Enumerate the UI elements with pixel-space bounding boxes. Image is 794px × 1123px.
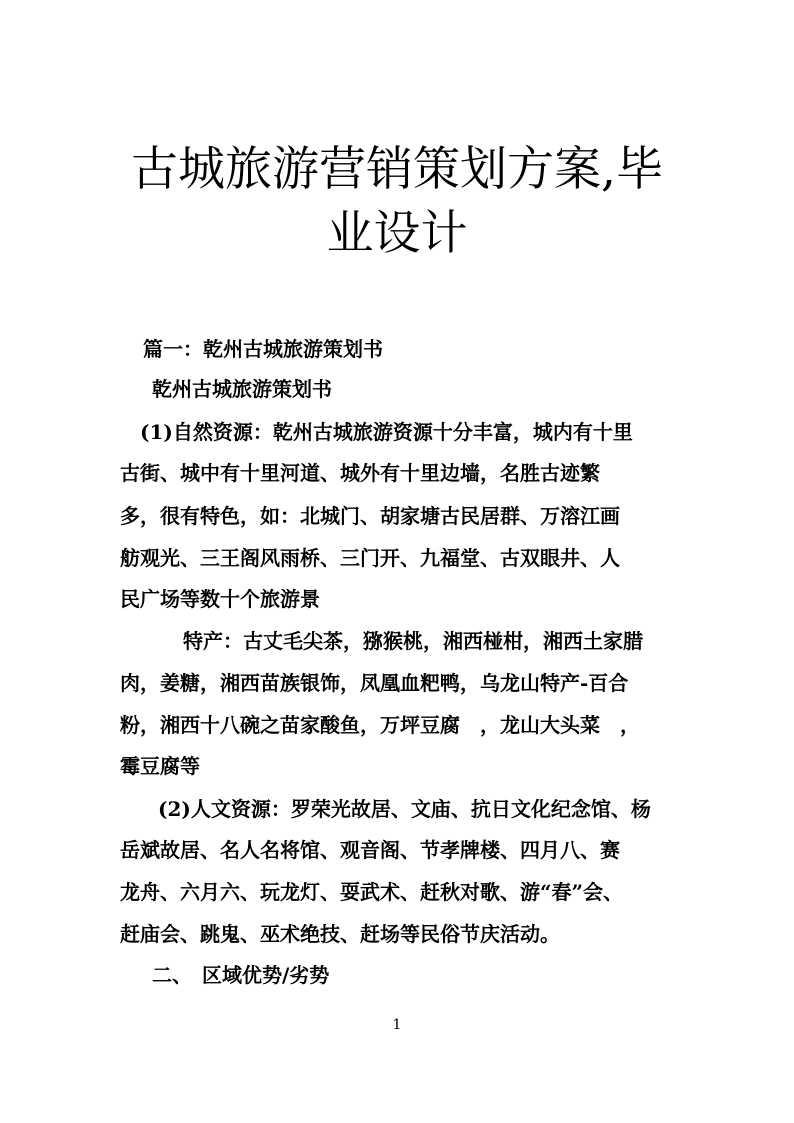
paragraph-line: 岳斌故居、名人名将馆、观音阁、节孝牌楼、四月八、赛 [120,838,620,862]
paragraph-line: 民广场等数十个旅游景 [120,587,320,611]
paragraph-line: 多，很有特色，如：北城门、胡家塘古民居群、万溶江画 [120,504,620,528]
paragraph-line: 粉，湘西十八碗之苗家酸鱼，万坪豆腐 ，龙山大头菜 ， [120,713,640,737]
paragraph-line: 龙舟、六月六、玩龙灯、耍武术、赶秋对歌、游“春”会、 [120,880,624,904]
paragraph-line: 赶庙会、跳鬼、巫术绝技、赶场等民俗节庆活动。 [120,922,560,946]
title-line-1: 古城旅游营销策划方案,毕 [131,142,663,197]
page-number: 1 [392,1017,402,1033]
section-heading: 篇一：乾州古城旅游策划书 [143,337,383,361]
paragraph-line: 特产：古丈毛尖茶，猕猴桃，湘西椪柑，湘西土家腊 [183,629,643,653]
title-line-2: 业设计 [326,206,468,261]
paragraph-line: 古街、城中有十里河道、城外有十里边墙，名胜古迹繁 [120,461,600,485]
paragraph-line: 霉豆腐等 [120,754,200,778]
paragraph-line: (2)人文资源：罗荣光故居、文庙、抗日文化纪念馆、杨 [158,797,651,821]
paragraph-line: (1)自然资源：乾州古城旅游资源十分丰富，城内有十里 [140,420,633,444]
paragraph-line: 舫观光、三王阁风雨桥、三门开、九福堂、古双眼井、人 [120,546,620,570]
document-title [100,138,694,266]
section-heading: 二、 区域优势/劣势 [152,963,330,987]
paragraph-line: 肉，姜糖，湘西苗族银饰，凤凰血粑鸭，乌龙山特产-百合 [120,671,629,695]
subheading: 乾州古城旅游策划书 [152,377,332,401]
